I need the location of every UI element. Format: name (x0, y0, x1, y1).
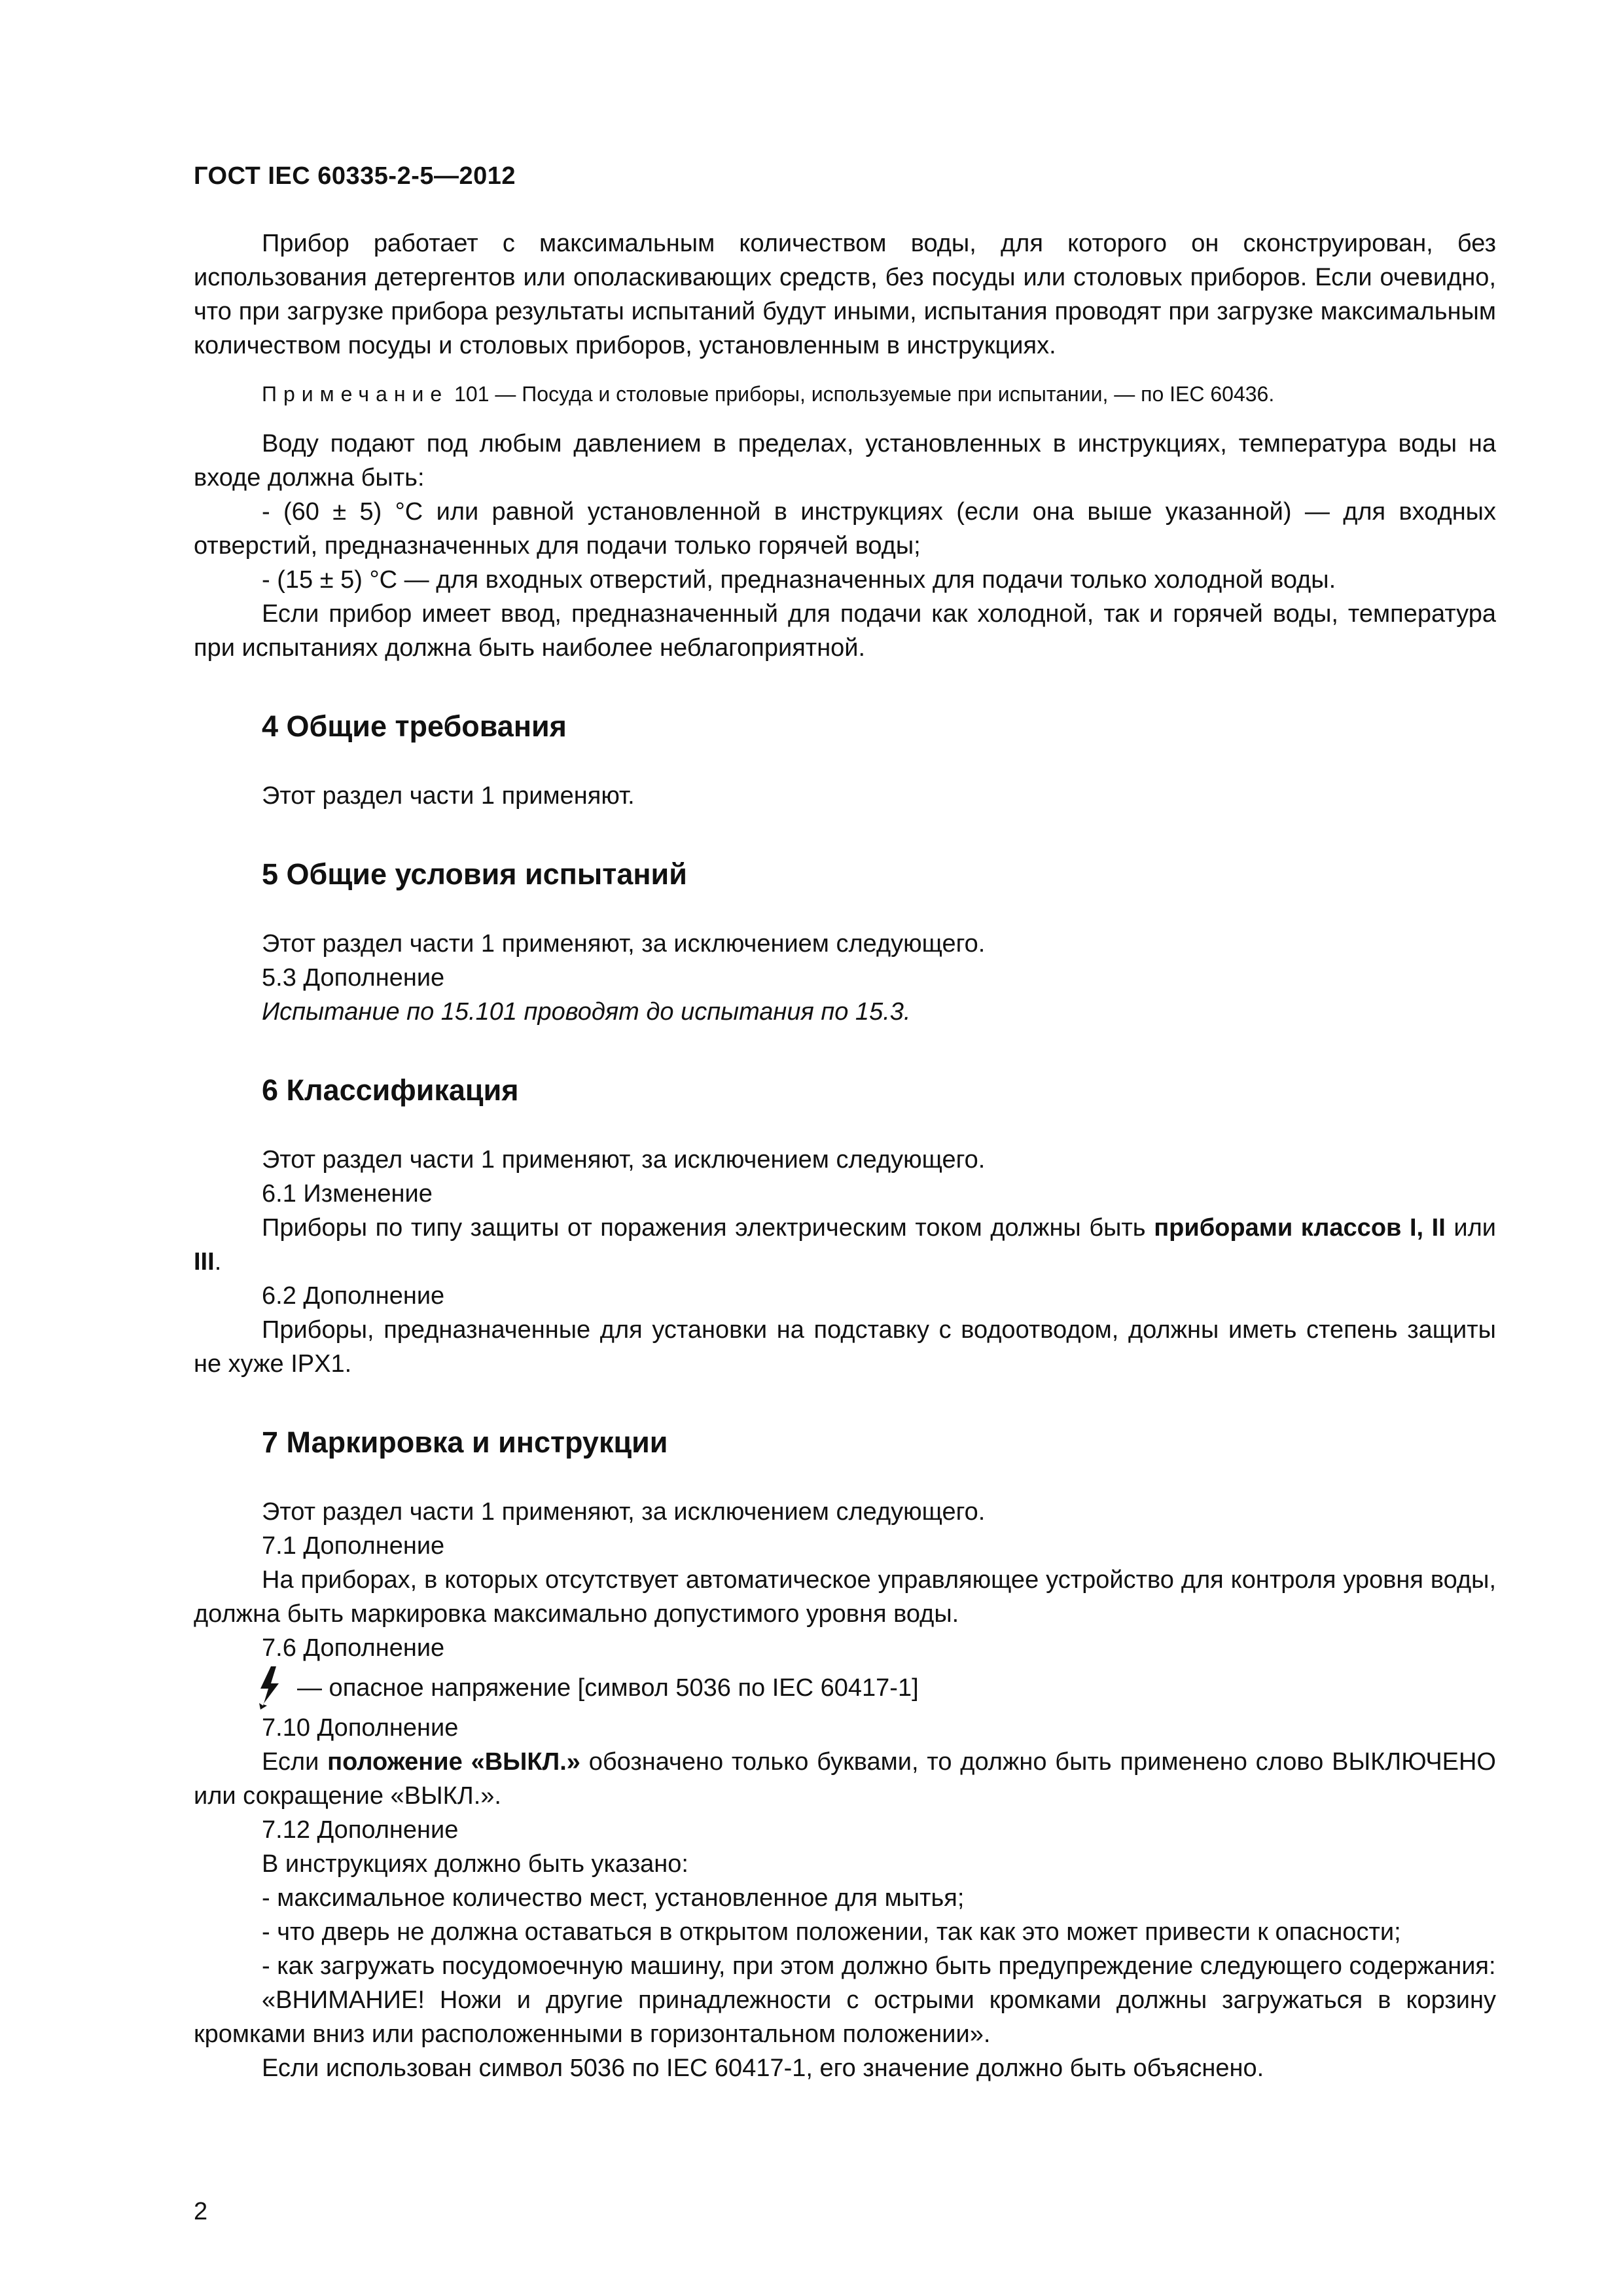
paragraph (194, 1745, 1496, 1813)
paragraph: На приборах, в которых отсутствует автоматическое управляющее устройство для контроля уровня воды, должна быть маркировка максимально допустимого уровня воды. (194, 1566, 1496, 1628)
warning-text: «ВНИМАНИЕ! Ножи и другие принадлежности с острыми кромками должны загружаться в корзину кромками вниз или расположенными в горизонтальном положении». (194, 1986, 1496, 2048)
text-run: или (1445, 1214, 1496, 1242)
paragraph: Этот раздел части 1 применяют. (262, 782, 635, 810)
clause-number: 7.12 Дополнение (262, 1816, 459, 1844)
list-item: - максимальное количество мест, установленное для мытья; (262, 1884, 965, 1912)
clause-number: 6.1 Изменение (262, 1180, 433, 1208)
bold-text: положение «ВЫКЛ.» (327, 1748, 580, 1776)
section-heading-4: 4 Общие требования (262, 709, 567, 743)
bold-text: III (194, 1248, 215, 1276)
note-label: Примечание (262, 382, 449, 406)
section-heading-6: 6 Классификация (262, 1073, 519, 1107)
clause-number: 5.3 Дополнение (262, 964, 445, 992)
paragraph: Этот раздел части 1 применяют, за исключением следующего. (262, 1146, 986, 1174)
text-run: Если (262, 1748, 328, 1776)
section-heading-5: 5 Общие условия испытаний (262, 857, 687, 891)
section-heading-7: 7 Маркировка и инструкции (262, 1426, 668, 1459)
paragraph: Этот раздел части 1 применяют, за исключением следующего. (262, 1498, 986, 1526)
text-run: Приборы по типу защиты от поражения электрическим током должны быть (262, 1214, 1154, 1242)
clause-number: 7.1 Дополнение (262, 1532, 445, 1560)
text-run: обозначено только буквами, то должно быть применено слово ВЫКЛЮЧЕНО или сокращение «ВЫКЛ.». (194, 1748, 1496, 1810)
list-item: - как загружать посудомоечную машину, при этом должно быть предупреждение следующего содержания: (262, 1952, 1496, 1980)
paragraph: Приборы, предназначенные для установки на подставку с водоотводом, должны иметь степень защиты не хуже IPX1. (194, 1316, 1496, 1378)
paragraph: Если использован символ 5036 по IEC 60417-1, его значение должно быть объяснено. (262, 2054, 1264, 2082)
paragraph: Воду подают под любым давлением в пределах, установленных в инструкциях, температура воды на входе должна быть: (194, 430, 1496, 492)
paragraph: Этот раздел части 1 применяют, за исключением следующего. (262, 930, 986, 958)
paragraph: Прибор работает с максимальным количеством воды, для которого он сконструирован, без использования детергентов или ополаскивающих средств, без посуды или столовых приборов. Если очевидно, что при загрузке прибора результаты испытаний будут иными, испытания проводят при загрузке максимальным количеством посуды и столовых приборов, установленным в инструкциях. (194, 230, 1496, 359)
note (194, 380, 1496, 408)
symbol-line (194, 1665, 1496, 1711)
page-number: 2 (194, 2198, 208, 2225)
clause-number: 6.2 Дополнение (262, 1282, 445, 1310)
paragraph (194, 1211, 1496, 1279)
bold-text: приборами классов I, II (1154, 1214, 1446, 1242)
clause-number: 7.10 Дополнение (262, 1714, 459, 1742)
paragraph: В инструкциях должно быть указано: (262, 1850, 688, 1878)
italic-paragraph: Испытание по 15.101 проводят до испытания по 15.3. (262, 998, 911, 1026)
note-text: 101 — Посуда и столовые приборы, используемые при испытании, — по IEC 60436. (448, 382, 1275, 406)
page-content (194, 226, 1496, 2085)
list-item: - что дверь не должна оставаться в открытом положении, так как это может привести к опасности; (262, 1918, 1401, 1946)
symbol-description: — опасное напряжение [символ 5036 по IEC 60417-1] (297, 1674, 919, 1702)
list-item: - (15 ± 5) °С — для входных отверстий, предназначенных для подачи только холодной воды. (262, 566, 1336, 594)
high-voltage-icon (257, 1666, 283, 1710)
clause-number: 7.6 Дополнение (262, 1634, 445, 1662)
text-run: . (214, 1248, 222, 1276)
standard-code: ГОСТ IEC 60335-2-5—2012 (194, 162, 516, 190)
paragraph: Если прибор имеет ввод, предназначенный для подачи как холодной, так и горячей воды, температура при испытаниях должна быть наиболее неблагоприятной. (194, 600, 1496, 662)
list-item: - (60 ± 5) °С или равной установленной в инструкциях (если она выше указанной) — для входных отверстий, предназначенных для подачи только горячей воды; (194, 498, 1496, 560)
